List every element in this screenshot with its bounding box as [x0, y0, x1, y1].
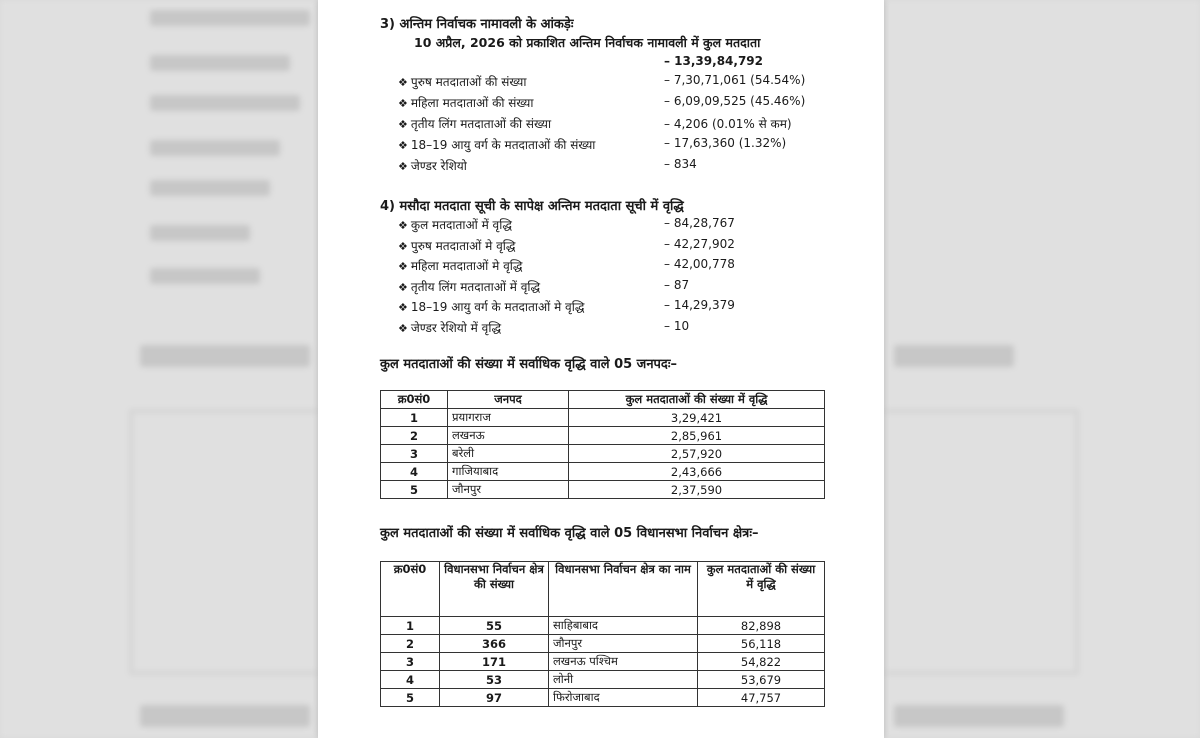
list-item [398, 73, 868, 93]
list-item-label: पुरुष मतदाताओं की संख्या [410, 75, 527, 89]
list-item-value: – 14,29,379 [664, 298, 735, 312]
list-item-label: तृतीय लिंग मतदाताओं में वृद्धि [410, 279, 541, 294]
table-cell: लखनऊ पश्चिम [549, 653, 698, 671]
table-cell: 3 [381, 445, 448, 463]
section-3-heading: 3) अन्तिम निर्वाचक नामावली के आंकड़ेः [380, 17, 574, 32]
table-row [381, 635, 825, 653]
table-2-title: कुल मतदाताओं की संख्या में सर्वाधिक वृद्धि वाले 05 विधानसभा निर्वाचन क्षेत्रः– [380, 526, 759, 541]
blurred-background-left [0, 0, 318, 738]
table-cell: प्रयागराज [448, 409, 569, 427]
list-item-value: – 42,27,902 [664, 236, 735, 251]
table-cell: फिरोजाबाद [549, 689, 698, 707]
table-header: कुल मतदाताओं की संख्या में वृद्धि [698, 562, 825, 617]
table-cell: 47,757 [698, 689, 825, 707]
list-item [398, 298, 868, 318]
bullet-icon: ❖ [398, 239, 408, 253]
list-item-value: – 4,206 (0.01% से कम) [664, 117, 792, 131]
list-item [398, 278, 868, 298]
bullet-icon: ❖ [398, 260, 408, 273]
list-item-label: जेण्डर रेशियो में वृद्धि [410, 320, 502, 335]
table-cell: 366 [440, 635, 549, 653]
list-item-label: पुरुष मतदाताओं मे वृद्धि [410, 238, 516, 253]
list-item-label: जेण्डर रेशियो [410, 159, 467, 173]
total-voters-value: – 13,39,84,792 [664, 54, 763, 68]
table-cell: 3 [381, 653, 440, 671]
table-header: क्र0सं0 [381, 562, 440, 617]
table-row [381, 481, 825, 499]
table-cell: गाजियाबाद [448, 463, 569, 481]
table-cell: 2,57,920 [569, 445, 825, 463]
list-item [398, 237, 868, 257]
table-header: विधानसभा निर्वाचन क्षेत्र की संख्या [440, 562, 549, 617]
bullet-icon: ❖ [398, 301, 408, 314]
table-cell: 3,29,421 [569, 409, 825, 427]
table-cell: 97 [440, 689, 549, 707]
table-header: कुल मतदाताओं की संख्या में वृद्धि [569, 391, 825, 409]
list-item-value: – 10 [664, 318, 690, 333]
list-item [398, 94, 868, 114]
table-row [381, 617, 825, 635]
list-item-value: – 7,30,71,061 (54.54%) [664, 73, 806, 87]
table-cell: 171 [440, 653, 549, 671]
list-item [398, 319, 868, 339]
table-cell: 1 [381, 409, 448, 427]
list-item-value: – 87 [664, 277, 690, 292]
list-item-value: – 6,09,09,525 (45.46%) [664, 94, 806, 108]
table-cell: 2,85,961 [569, 427, 825, 445]
table-row [381, 463, 825, 481]
blurred-background-right [884, 0, 1200, 738]
list-item [398, 115, 868, 135]
table-row [381, 671, 825, 689]
table-cell: 82,898 [698, 617, 825, 635]
bullet-icon: ❖ [398, 76, 408, 89]
table-row [381, 409, 825, 427]
section-4-heading: 4) मसौदा मतदाता सूची के सापेक्ष अन्तिम मतदाता सूची में वृद्धि [380, 199, 684, 214]
table-cell: 56,118 [698, 635, 825, 653]
table-cell: 5 [381, 481, 448, 499]
list-item-label: कुल मतदाताओं में वृद्धि [410, 218, 512, 232]
table-cell: 55 [440, 617, 549, 635]
table-cell: 2,43,666 [569, 463, 825, 481]
table-cell: 2 [381, 427, 448, 445]
table-row [381, 427, 825, 445]
table-header: विधानसभा निर्वाचन क्षेत्र का नाम [549, 562, 698, 617]
districts-table [380, 390, 825, 499]
document-page [318, 0, 884, 738]
table-cell: 2,37,590 [569, 481, 825, 499]
bullet-icon: ❖ [398, 280, 408, 294]
table-cell: 1 [381, 617, 440, 635]
list-item-label: 18–19 आयु वर्ग के मतदाताओं की संख्या [410, 138, 596, 152]
table-cell: 2 [381, 635, 440, 653]
list-item-label: महिला मतदाताओं की संख्या [410, 96, 534, 110]
table-cell: 4 [381, 671, 440, 689]
list-item-value: – 42,00,778 [664, 257, 735, 271]
table-cell: बरेली [448, 445, 569, 463]
table-row [381, 689, 825, 707]
table-row [381, 445, 825, 463]
bullet-icon: ❖ [398, 219, 408, 232]
bullet-icon: ❖ [398, 321, 408, 335]
list-item-value: – 17,63,360 (1.32%) [664, 136, 787, 150]
bullet-icon: ❖ [398, 118, 408, 131]
list-item-label: महिला मतदाताओं मे वृद्धि [410, 259, 523, 273]
table-cell: जौनपुर [448, 481, 569, 499]
constituencies-table [380, 561, 825, 707]
table-header: जनपद [448, 391, 569, 409]
table-cell: 54,822 [698, 653, 825, 671]
table-cell: 5 [381, 689, 440, 707]
list-item [398, 216, 868, 236]
table-cell: साहिबाबाद [549, 617, 698, 635]
list-item-label: तृतीय लिंग मतदाताओं की संख्या [410, 117, 552, 131]
table-cell: 53,679 [698, 671, 825, 689]
table-cell: लोनी [549, 671, 698, 689]
table-cell: लखनऊ [448, 427, 569, 445]
section-3-subline: 10 अप्रैल, 2026 को प्रकाशित अन्तिम निर्वाचक नामावली में कुल मतदाता [414, 35, 761, 50]
table-row [381, 653, 825, 671]
list-item-value: – 834 [664, 157, 697, 171]
list-item [398, 157, 868, 177]
list-item [398, 136, 868, 156]
list-item-value: – 84,28,767 [664, 216, 735, 230]
table-1-title: कुल मतदाताओं की संख्या में सर्वाधिक वृद्धि वाले 05 जनपदः– [380, 357, 677, 372]
list-item [398, 257, 868, 277]
list-item-label: 18–19 आयु वर्ग के मतदाताओं मे वृद्धि [410, 300, 585, 314]
bullet-icon: ❖ [398, 160, 408, 173]
table-cell: जौनपुर [549, 635, 698, 653]
table-header: क्र0सं0 [381, 391, 448, 409]
table-cell: 53 [440, 671, 549, 689]
bullet-icon: ❖ [398, 139, 408, 152]
table-cell: 4 [381, 463, 448, 481]
bullet-icon: ❖ [398, 97, 408, 110]
